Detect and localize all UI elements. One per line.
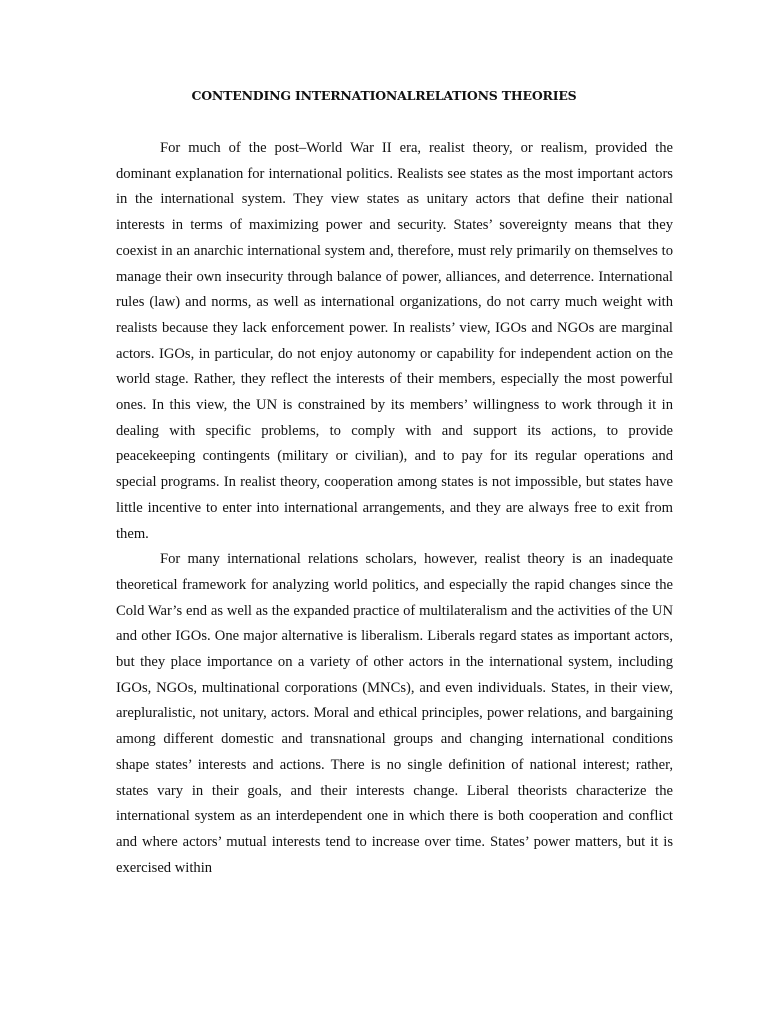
paragraph-liberalism: For many international relations scholars, however, realist theory is an inadequate theoretical framework for analyzing world politics, and especially the rapid changes since the Cold War’s end as well as the expanded practice of multilateralism and the activities of the UN and other IGOs. One major alternative is liberalism. Liberals regard states as important actors, but they place importance on a variety of other actors in the international system, including IGOs, NGOs, multinational corporations (MNCs), and even individuals. States, in their view, arepluralistic, not unitary, actors. Moral and ethical principles, power relations, and bargaining among different domestic and transnational groups and changing international conditions shape states’ interests and actions. There is no single definition of national interest; rather, states vary in their goals, and their interests change. Liberal theorists characterize the international system as an interdependent one in which there is both cooperation and conflict and where actors’ mutual interests tend to increase over time. States’ power matters, but it is exercised within xyxy=(116,551,673,876)
paragraph-realism: For much of the post–World War II era, realist theory, or realism, provided the dominant explanation for international politics. Realists see states as the most important actors in the international system. They view states as unitary actors that define their national interests in terms of maximizing power and security. States’ sovereignty means that they coexist in an anarchic international system and, therefore, must rely primarily on themselves to manage their own insecurity through balance of power, alliances, and deterrence. International rules (law) and norms, as well as international organizations, do not carry much weight with realists because they lack enforcement power. In realists’ view, IGOs and NGOs are marginal actors. IGOs, in particular, do not enjoy autonomy or capability for independent action on the world stage. Rather, they reflect the interests of their members, especially the most powerful ones. In this view, the UN is constrained by its members’ willingness to work through it in dealing with specific problems, to comply with and support its actions, to provide peacekeeping contingents (military or civilian), and to pay for its regular operations and special programs. In realist theory, cooperation among states is not impossible, but states have little incentive to enter into international arrangements, and they are always free to exit from them. xyxy=(116,140,673,542)
document-title: CONTENDING INTERNATIONALRELATIONS THEORIES xyxy=(191,88,577,103)
document-body xyxy=(116,136,673,881)
